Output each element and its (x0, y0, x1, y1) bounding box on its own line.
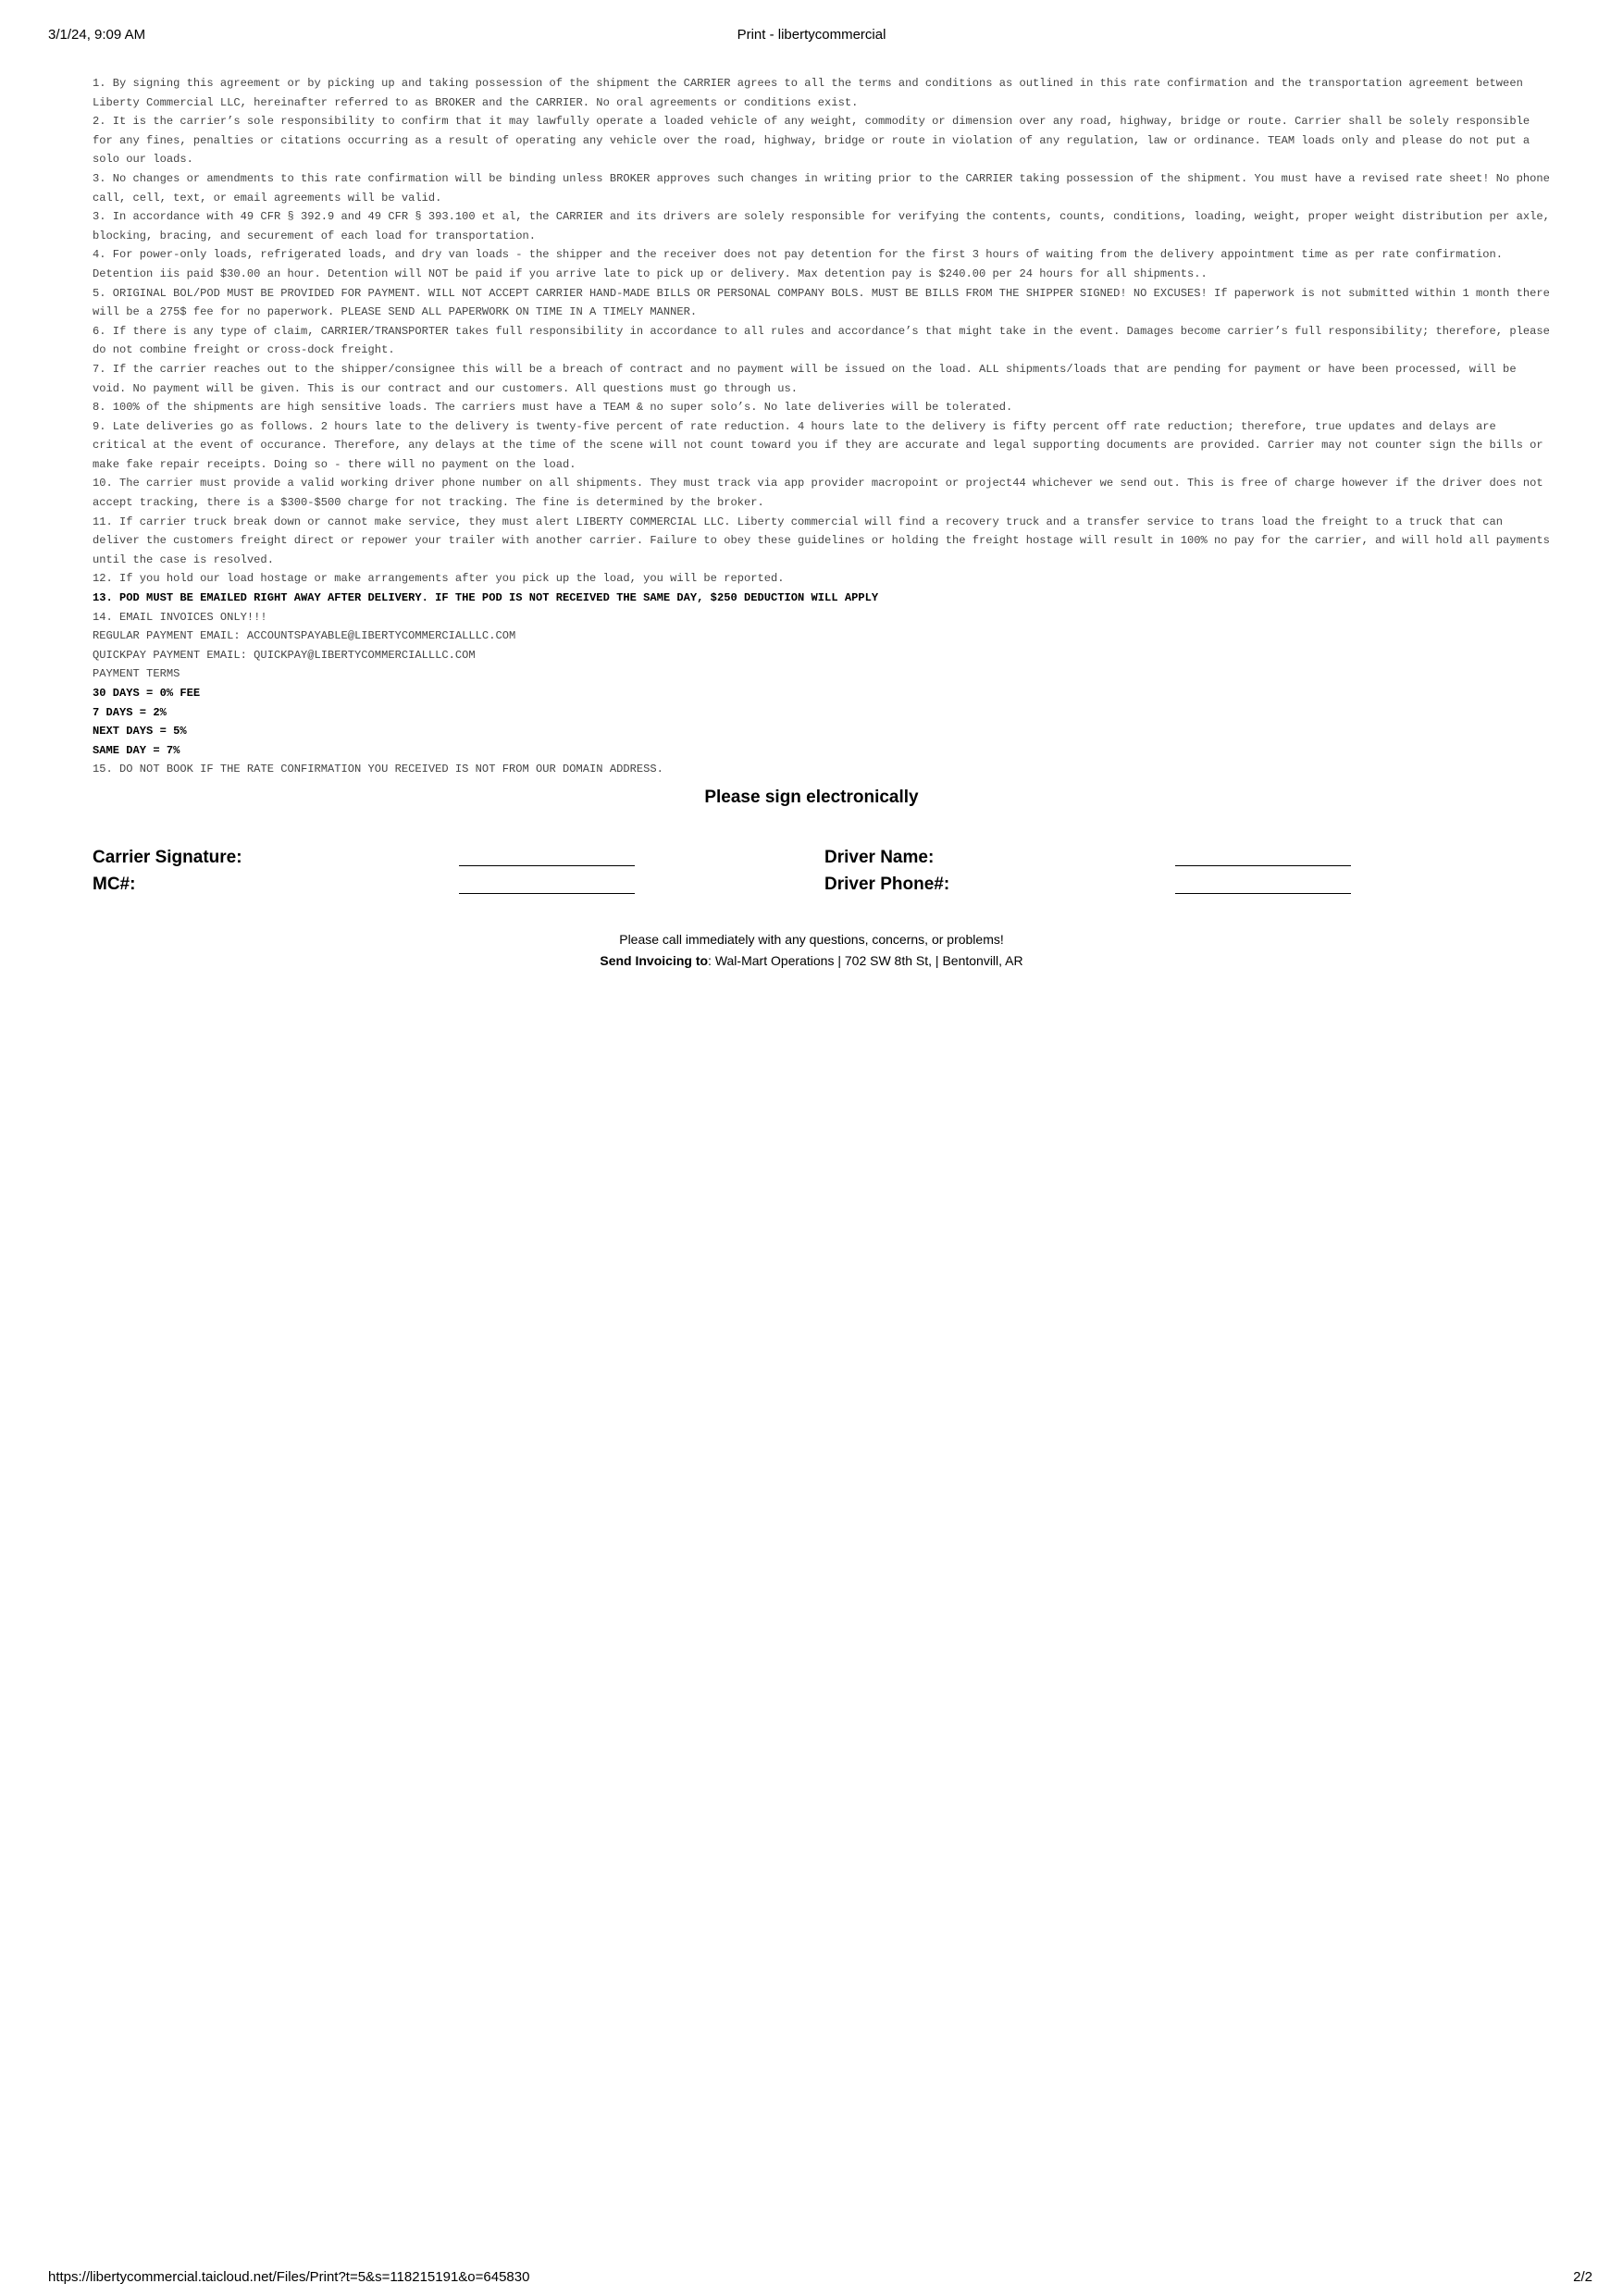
term-item: 10. The carrier must provide a valid working driver phone number on all shipments. They must track via app provider macropoint or project44 whichever we send out. This is free of charge however if the driver does not accept tracking, there is a $300-$500 charge for not tracking. The fine is determined by the broker. (93, 477, 1543, 510)
terms-list (93, 74, 1550, 779)
payment-term: SAME DAY = 7% (93, 743, 180, 757)
term-item: 7. If the carrier reaches out to the shipper/consignee this will be a breach of contract and no payment will be issued on the load. ALL shipments/loads that are pending for payment or have been processed, will be void. No payment will be given. This is our contract and our customers. All questions must go through us. (93, 362, 1517, 395)
contact-note: Please call immediately with any questions, concerns, or problems! (619, 932, 1004, 947)
driver-phone-field[interactable] (1175, 893, 1351, 894)
pod-notice: 13. POD MUST BE EMAILED RIGHT AWAY AFTER DELIVERY. IF THE POD IS NOT RECEIVED THE SAME DAY, $250 DEDUCTION WILL APPLY (93, 591, 879, 605)
driver-phone-label: Driver Phone#: (824, 875, 950, 894)
driver-name-label: Driver Name: (824, 848, 935, 867)
regular-payment-email: REGULAR PAYMENT EMAIL: ACCOUNTSPAYABLE@LIBERTYCOMMERCIALLLC.COM (93, 629, 516, 643)
domain-notice: 15. DO NOT BOOK IF THE RATE CONFIRMATION YOU RECEIVED IS NOT FROM OUR DOMAIN ADDRESS. (93, 763, 663, 776)
term-item: 4. For power-only loads, refrigerated loads, and dry van loads - the shipper and the receiver does not pay detention for the first 3 hours of waiting from the delivery appointment time as per rate confirmation. Detention iis paid $30.00 an hour. Detention will NOT be paid if you arrive late to pick up or delivery. Max detention pay is $240.00 per 24 hours for all shipments.. (93, 248, 1504, 280)
invoicing-label: Send Invoicing to (600, 953, 709, 968)
term-item: 1. By signing this agreement or by picking up and taking possession of the shipment the CARRIER agrees to all the terms and conditions as outlined in this rate confirmation and the transportation agreement between Liberty Commercial LLC, hereinafter referred to as BROKER and the CARRIER. No oral agreements or conditions exist. (93, 77, 1523, 109)
print-datetime: 3/1/24, 9:09 AM (48, 27, 146, 43)
term-item: 6. If there is any type of claim, CARRIER/TRANSPORTER takes full responsibility in accordance to all rules and accordance’s that might take in the event. Damages become carrier’s full responsibility; therefore, please do not combine freight or cross-dock freight. (93, 324, 1550, 357)
quickpay-payment-email: QUICKPAY PAYMENT EMAIL: QUICKPAY@LIBERTYCOMMERCIALLLC.COM (93, 648, 476, 662)
term-item: 11. If carrier truck break down or cannot make service, they must alert LIBERTY COMMERCIAL LLC. Liberty commercial will find a recovery truck and a transfer service to trans load the freight to a truck that can deliver the customers freight direct or repower your trailer with another carrier. Failure to obey these guidelines or holding the freight hostage will result in 100% no pay for the carrier, and will hold all payments until the case is resolved. (93, 515, 1550, 566)
page-number: 2/2 (1573, 2269, 1592, 2285)
term-item: 3. No changes or amendments to this rate confirmation will be binding unless BROKER approves such changes in writing prior to the CARRIER taking possession of the shipment. You must have a revised rate sheet! No phone call, cell, text, or email agreements will be valid. (93, 171, 1550, 205)
payment-term: 7 DAYS = 2% (93, 705, 167, 719)
payment-terms-label: PAYMENT TERMS (93, 667, 180, 681)
print-title: Print - libertycommercial (737, 27, 886, 43)
mc-label: MC#: (93, 875, 136, 894)
term-item: 8. 100% of the shipments are high sensitive loads. The carriers must have a TEAM & no super solo’s. No late deliveries will be tolerated. (93, 401, 1013, 415)
invoices-notice: 14. EMAIL INVOICES ONLY!!! (93, 610, 267, 624)
carrier-signature-field[interactable] (459, 865, 635, 866)
term-item: 3. In accordance with 49 CFR § 392.9 and 49 CFR § 393.100 et al, the CARRIER and its drivers are solely responsible for verifying the contents, counts, conditions, loading, weight, proper weight distribution per axle, blocking, bracing, and securement of each load for transportation. (93, 210, 1550, 242)
invoicing-line (0, 953, 1623, 968)
payment-term: 30 DAYS = 0% FEE (93, 687, 201, 700)
term-item: 2. It is the carrier’s sole responsibility to confirm that it may lawfully operate a loaded vehicle of any weight, commodity or dimension over any road, highway, bridge or route. Carrier shall be solely responsible for any fines, penalties or citations occurring as a result of operating any vehicle over the road, highway, bridge or route in violation of any regulation, law or ordinance. TEAM loads only and please do not put a solo our loads. (93, 115, 1530, 167)
term-item: 12. If you hold our load hostage or make arrangements after you pick up the load, you will be reported. (93, 572, 785, 586)
term-item: 5. ORIGINAL BOL/POD MUST BE PROVIDED FOR PAYMENT. WILL NOT ACCEPT CARRIER HAND-MADE BILLS OR PERSONAL COMPANY BOLS. MUST BE BILLS FROM THE SHIPPER SIGNED! NO EXCUSES! If paperwork is not submitted within 1 month there will be a 275$ fee for no paperwork. PLEASE SEND ALL PAPERWORK ON TIME IN A TIMELY MANNER. (93, 286, 1550, 319)
sign-heading: Please sign electronically (704, 788, 919, 807)
invoicing-address: : Wal-Mart Operations | 702 SW 8th St, | Bentonvill, AR (708, 953, 1023, 968)
mc-field[interactable] (459, 893, 635, 894)
term-item: 9. Late deliveries go as follows. 2 hours late to the delivery is twenty-five percent of rate reduction. 4 hours late to the delivery is fifty percent off rate reduction; therefore, true updates and delays are critical at the event of occurance. Therefore, any delays at the time of the scene will not count toward you if they are accurate and legal supporting documents are provided. Carrier may not counter sign the bills or make fake repair receipts. Doing so - there will no payment on the load. (93, 419, 1543, 471)
payment-term: NEXT DAYS = 5% (93, 725, 187, 738)
driver-name-field[interactable] (1175, 865, 1351, 866)
carrier-signature-label: Carrier Signature: (93, 848, 242, 867)
page-url: https://libertycommercial.taicloud.net/Files/Print?t=5&s=118215191&o=645830 (48, 2269, 530, 2285)
